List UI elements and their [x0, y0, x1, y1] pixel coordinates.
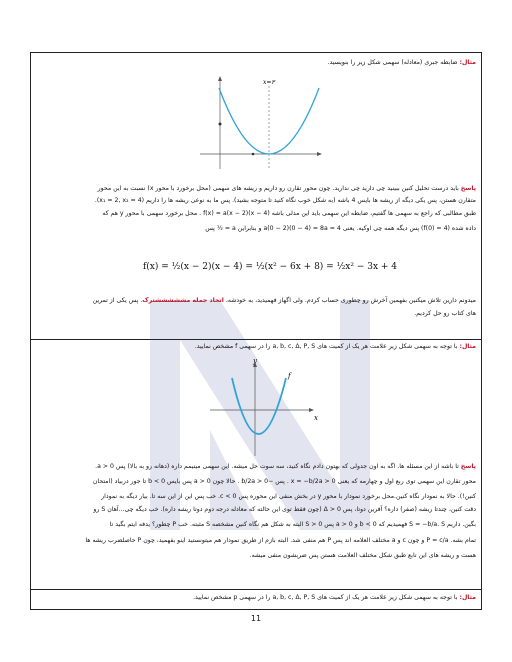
function-label: f — [288, 372, 291, 380]
highlight-text: اتحاد جمله مشششششترک — [142, 297, 224, 304]
root-point — [252, 153, 255, 156]
example-label: مثال: — [459, 594, 476, 601]
answer-1-line-1: پاسخ باید درست تحلیل کنین ببینید چی دارید چی ندارید. چون محور تقارن رو داریم و ریشه های سهمی (محل برخورد با محور x) نسبت به این محور — [97, 185, 476, 192]
question-text: با توجه به سهمی شکل زیر علامت هر یک از کمیت های a, b, c, Δ, P, S را در سهمی p مشخص نمایید. — [193, 594, 458, 601]
answer-label: پاسخ — [460, 185, 476, 192]
answer-2-line-6: تمام بشه. P = c/a و چون c و a مختلف العلامه اند پس P هم منفی شد. البته بازم از طریق نمودار هم میتونستید اینو بفهمید، چون P حاصلضرب ریشه ها — [85, 537, 476, 544]
answer-2-line-5: بگین. داریم S = −b/a. S فهمیدیم که b < 0 و a > 0 پس S > 0 البته به شکل هم نگاه کنین مشخصه S مثبته. خب P چطور؟ یدفه ایتم بگید تا — [109, 521, 476, 528]
answer-1-line-5: میدونم دارین تلاش میکنین بفهمین آخرش رو چطوری حساب کردم. ولی اگهاز فهمیدید، به خودشه، اتحاد جمله مشششششترک. پس یکی از تمرین — [92, 297, 476, 304]
example-3-question — [193, 593, 476, 603]
y-intercept-point — [219, 123, 222, 126]
question-text: با توجه به سهمی شکل زیر علامت هر یک از کمیت های a, b, c, Δ, P, S را در سهمی f مشخص نمایید. — [194, 343, 458, 350]
example-label: مثال: — [459, 59, 476, 66]
x-axis-label: x — [314, 414, 318, 422]
example-1-question — [328, 58, 476, 68]
example-label: مثال: — [459, 343, 476, 350]
answer-2-line-4: دقت کنین، چندتا ریشه (صفر) داره؟ آفرین دوتا، پس Δ > 0 (چون فقط توی این حالته که معادله درجه دوم دوتا ریشه داره). خب دیگه چی...آهان S رو — [93, 506, 476, 513]
symmetry-label: x=۳ — [263, 79, 275, 86]
answer-1-line-6: های کتاب رو حل کردیم. — [414, 310, 476, 317]
answer-label: پاسخ — [460, 463, 476, 470]
parabola-curve — [232, 378, 286, 434]
example-2-question — [195, 342, 476, 352]
answer-2-line-7: هست و ریشه های این تابع طبق شکل مختلف العلامت هستن پس ضربشون منفی میشه. — [249, 552, 476, 559]
answer-1-formula: f(x) = ½(x − 2)(x − 4) = ½(x² − 6x + 8) = ½x² − 3x + 4 — [142, 262, 398, 272]
answer-1-line-2: متقارن هستن، پس یکی دیگه از ریشه ها بایس 4 باشه (به شکل خوب نگاه کنید تا متوجه بشید). پس ما به نوعی ریشه ها را داریم (x₁ = 2, x₂ = 4). — [94, 197, 476, 204]
y-axis-label: y — [253, 358, 257, 365]
answer-2-line-1: پاسخ تا باشه از این مسئله ها. اگه به اون جدولی که بهتون دادم نگاه کنید، سه سوت حل میشه. این سهمی مینیمم داره (دهانه رو به بالا) پس a > 0. — [95, 463, 476, 470]
question-text: ضابطه جبری (معادله) سهمی شکل زیر را بنویسید. — [327, 59, 458, 66]
answer-2-line-2: محور تقارن این سهمی توی ربع اول و چهارمه که یعنی x = −b/2a > 0 . پس −b/2a > 0 . حالا چون a > 0 پس بایس b < 0 تا جور دربیاد (امتحان — [92, 478, 476, 485]
parabola-curve — [219, 88, 319, 154]
answer-1-line-4: داده شده (4 = f(0)) پس دیگه همه چی اوکیه. یعنی 4 = a(0 − 2)(0 − 4) = 8a و بنابراین a = ½ پس — [205, 225, 476, 232]
page-number: 11 — [250, 614, 262, 623]
answer-2-line-3: کنین!). حالا به نمودار نگاه کنین.محل برخورد نمودار با محور y در بخش منفی این محوره پس c < 0. خب پس این از این سه تا. بیار دیگه به نمودار — [101, 493, 476, 500]
divider — [30, 589, 482, 590]
parabola-graph-2 — [200, 358, 325, 458]
answer-1-line-3: طبق مطالبی که راجع به سهمی ها گفتیم، ضابطه این سهمی باید این مدلی باشه f(x) = a(x − 2)(x − 4) . محل برخورد سهمی با محور y هم که — [102, 210, 476, 217]
parabola-graph-1 — [195, 74, 325, 174]
